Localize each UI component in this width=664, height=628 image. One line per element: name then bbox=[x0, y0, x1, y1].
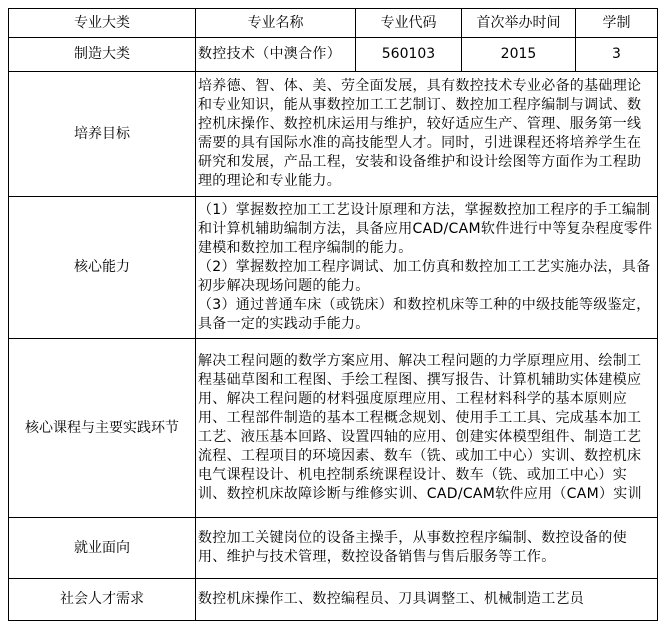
header-category: 专业大类 bbox=[9, 9, 196, 38]
info-row bbox=[9, 38, 658, 72]
header-row bbox=[9, 9, 658, 38]
employment-text: 数控加工关键岗位的设备主操手，从事数控程序编制、数控设备的使用、维护与技术管理，数控设备销售与售后服务等工作。 bbox=[196, 518, 658, 579]
major-spec-table bbox=[8, 8, 658, 621]
header-major-code: 专业代码 bbox=[356, 9, 462, 38]
info-first-year: 2015 bbox=[462, 38, 576, 72]
core-ability-label: 核心能力 bbox=[9, 197, 196, 339]
employment-row bbox=[9, 518, 658, 579]
talent-demand-label: 社会人才需求 bbox=[9, 579, 196, 621]
core-ability-item-2: （2）掌握数控加工程序调试、加工仿真和数控加工工艺实施办法，具备初步解决现场问题的能力。 bbox=[198, 259, 651, 294]
core-courses-row bbox=[9, 339, 658, 518]
header-duration: 学制 bbox=[576, 9, 658, 38]
talent-demand-text: 数控机床操作工、数控编程员、刀具调整工、机械制造工艺员 bbox=[196, 579, 658, 621]
info-category: 制造大类 bbox=[9, 38, 196, 72]
core-ability-item-3: （3）通过普通车床（或铣床）和数控机床等工种的中级技能等级鉴定，具备一定的实践动手能力。 bbox=[198, 297, 651, 332]
core-courses-text: 解决工程问题的数学方案应用、解决工程问题的力学原理应用、绘制工程基础草图和工程图、手绘工程图、撰写报告、计算机辅助实体建模应用、解决工程问题的材料强度原理应用、工程材料科学的基本原则应用、工程部件制造的基本工程概念规划、使用手工工具、完成基本加工工艺、液压基本回路、设置四轴的应用、创建实体模型组件、制造工艺流程、工程项目的环境因素、数车（铣、或加工中心）实训、数控机床电气课程设计、机电控制系统课程设计、数车（铣、或加工中心）实训、数控机床故障诊断与维修实训、CAD/CAM软件应用（CAM）实训 bbox=[196, 339, 658, 518]
employment-label: 就业面向 bbox=[9, 518, 196, 579]
core-ability-item-1: （1）掌握数控加工工艺设计原理和方法，掌握数控加工程序的手工编制和计算机辅助编制方法，具备应用CAD/CAM软件进行中等复杂程度零件建模和数控加工程序编制的能力。 bbox=[198, 202, 653, 256]
training-goal-row bbox=[9, 72, 658, 197]
core-ability-content bbox=[196, 197, 658, 339]
header-major-name: 专业名称 bbox=[196, 9, 356, 38]
info-major-name: 数控技术（中澳合作） bbox=[196, 38, 356, 72]
training-goal-text: 培养德、智、体、美、劳全面发展，具有数控技术专业必备的基础理论和专业知识，能从事数控加工工艺制订、数控加工程序编制与调试、数控机床操作、数控机床运用与维护，较好适应生产、管理、服务第一线需要的具有国际水准的高技能型人才。同时，引进课程还将培养学生在研究和发展，产品工程，安装和设备维护和设计绘图等方面作为工程助理的理论和专业能力。 bbox=[196, 72, 658, 197]
core-ability-row bbox=[9, 197, 658, 339]
core-courses-label: 核心课程与主要实践环节 bbox=[9, 339, 196, 518]
info-major-code: 560103 bbox=[356, 38, 462, 72]
training-goal-label: 培养目标 bbox=[9, 72, 196, 197]
header-first-year: 首次举办时间 bbox=[462, 9, 576, 38]
talent-demand-row bbox=[9, 579, 658, 621]
info-duration: 3 bbox=[576, 38, 658, 72]
